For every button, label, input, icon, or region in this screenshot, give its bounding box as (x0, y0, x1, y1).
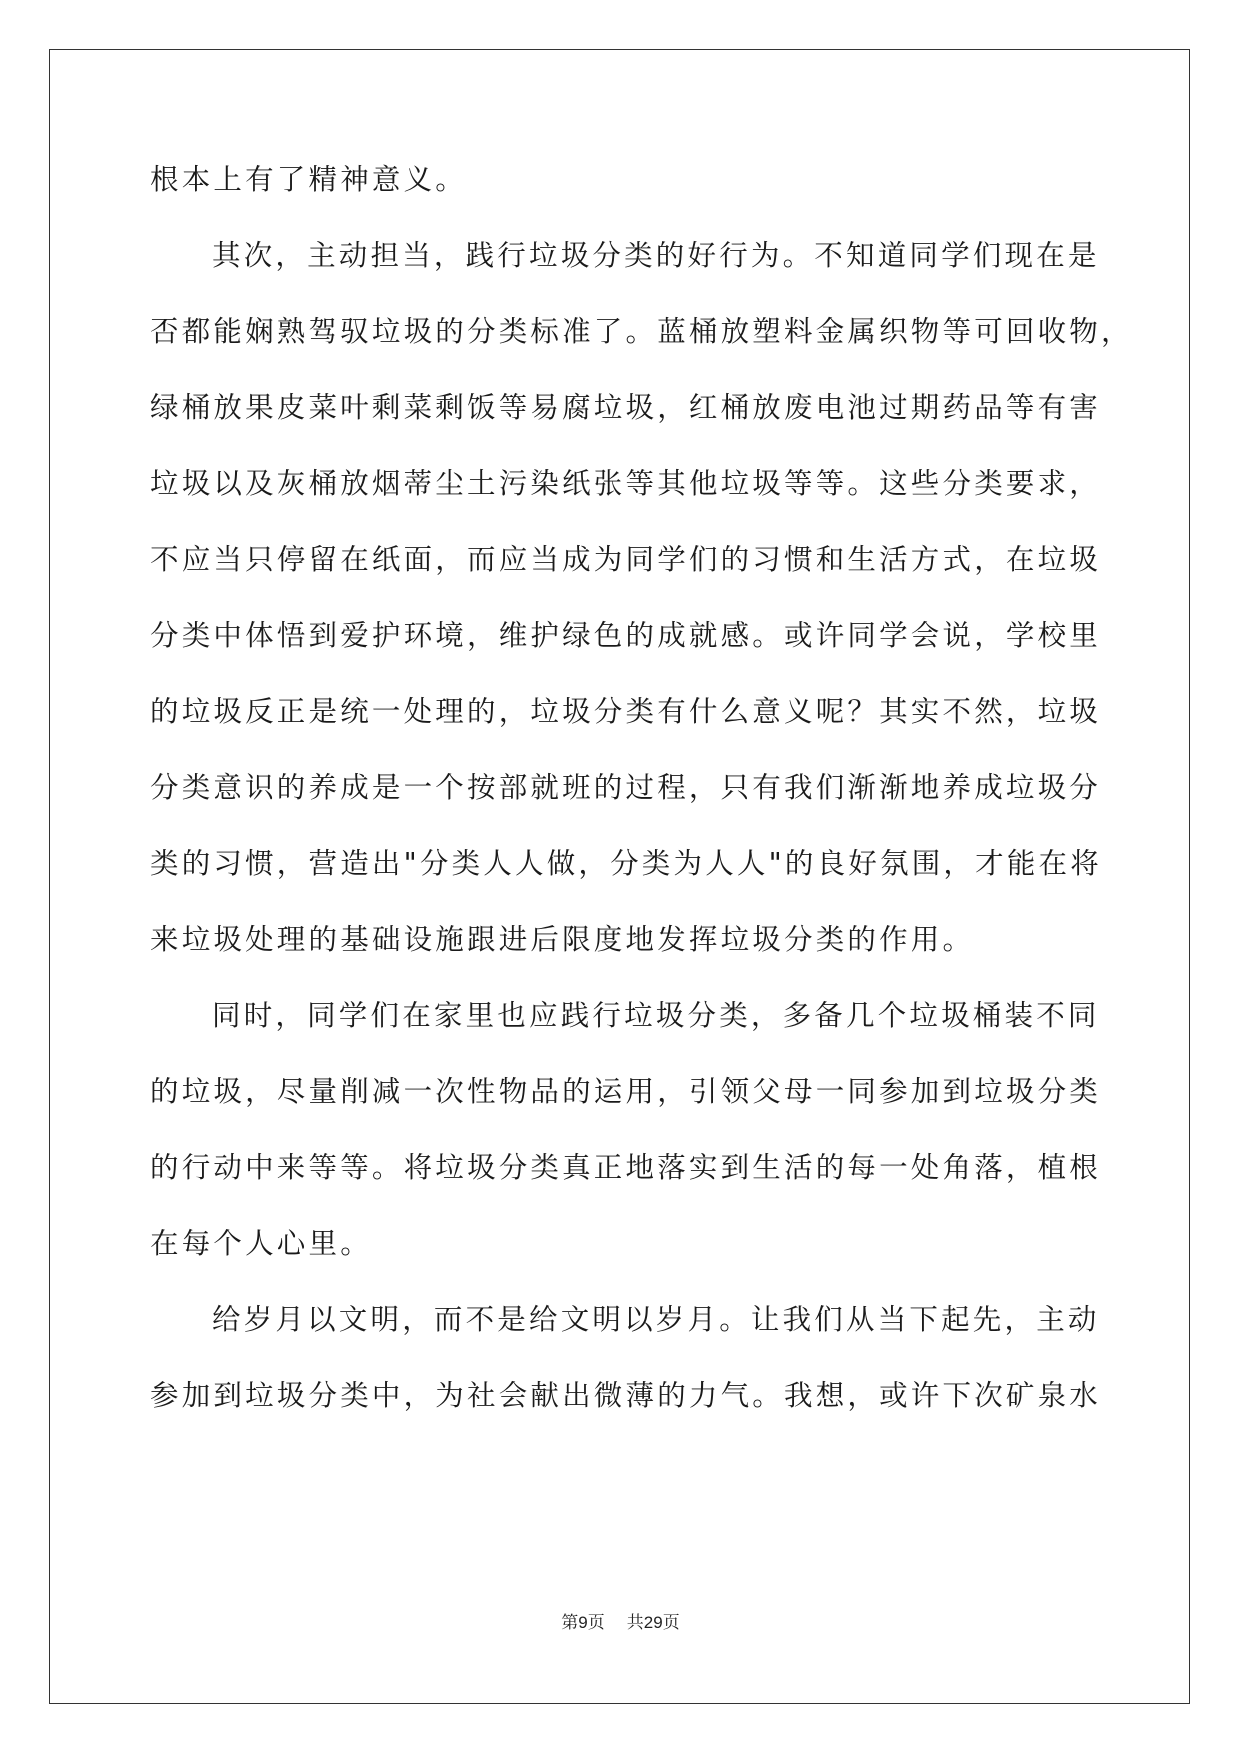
text-line: 根本上有了精神意义。 (150, 163, 468, 196)
page-prefix: 第 (561, 1613, 579, 1633)
text-line: 绿桶放果皮菜叶剩菜剩饭等易腐垃圾，红桶放废电池过期药品等有害 (150, 391, 1102, 424)
total-prefix: 共 (626, 1613, 644, 1633)
total-pages: 29 (643, 1613, 663, 1632)
text-line: 在每个人心里。 (150, 1227, 372, 1260)
paragraph-start-line: 给岁月以文明，而不是给文明以岁月。让我们从当下起先，主动 (212, 1303, 1100, 1336)
paragraph-start-line: 其次，主动担当，践行垃圾分类的好行为。不知道同学们现在是 (212, 239, 1100, 272)
text-line: 分类中体悟到爱护环境，维护绿色的成就感。或许同学会说，学校里 (150, 619, 1102, 652)
text-line: 的垃圾反正是统一处理的，垃圾分类有什么意义呢？其实不然，垃圾 (150, 695, 1102, 728)
text-line: 的行动中来等等。将垃圾分类真正地落实到生活的每一处角落，植根 (150, 1151, 1102, 1184)
paragraph-start-line: 同时，同学们在家里也应践行垃圾分类，多备几个垃圾桶装不同 (212, 999, 1100, 1032)
text-line: 的垃圾，尽量削减一次性物品的运用，引领父母一同参加到垃圾分类 (150, 1075, 1102, 1108)
page-footer (0, 1608, 1241, 1633)
text-line: 不应当只停留在纸面，而应当成为同学们的习惯和生活方式，在垃圾 (150, 543, 1102, 576)
text-line: 类的习惯，营造出"分类人人做，分类为人人"的良好氛围，才能在将 (150, 847, 1102, 880)
text-line: 否都能娴熟驾驭垃圾的分类标准了。蓝桶放塑料金属织物等可回收物， (150, 315, 1133, 348)
page-suffix: 页 (587, 1613, 605, 1633)
text-line: 来垃圾处理的基础设施跟进后限度地发挥垃圾分类的作用。 (150, 923, 975, 956)
text-line: 参加到垃圾分类中，为社会献出微薄的力气。我想，或许下次矿泉水 (150, 1379, 1102, 1412)
text-line: 垃圾以及灰桶放烟蒂尘土污染纸张等其他垃圾等等。这些分类要求， (150, 467, 1102, 500)
total-suffix: 页 (662, 1613, 680, 1633)
page-number: 9 (578, 1613, 588, 1632)
text-line: 分类意识的养成是一个按部就班的过程，只有我们渐渐地养成垃圾分 (150, 771, 1102, 804)
